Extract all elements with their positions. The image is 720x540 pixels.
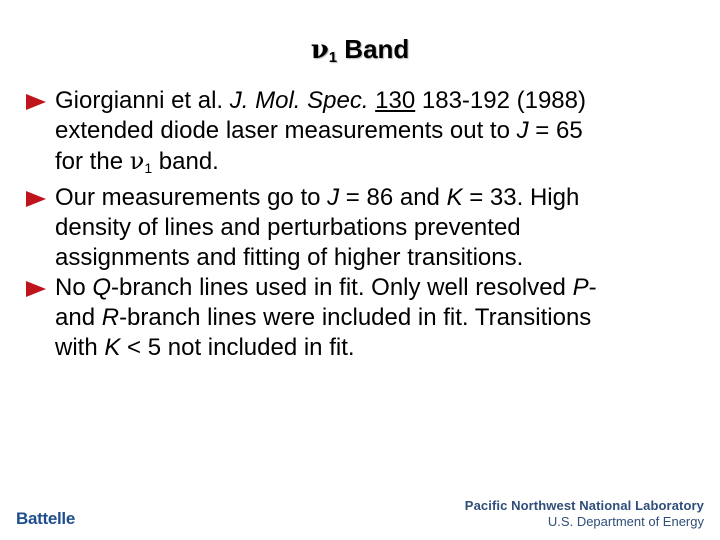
title-text: Band (337, 34, 410, 64)
text-span: < 5 not included in fit. (120, 334, 355, 361)
italic-symbol: R (101, 304, 120, 331)
text-span: and (55, 304, 102, 331)
bullet-line (55, 86, 702, 116)
title-subscript: 1 (328, 49, 338, 66)
title-nu-symbol: ν (310, 35, 329, 65)
pnnl-lab-name: Pacific Northwest National Laboratory (464, 498, 704, 513)
text-span: for the (55, 148, 130, 175)
bullet-arrow-icon (26, 191, 46, 207)
bullet-line (55, 116, 702, 146)
italic-symbol: Q (92, 274, 112, 301)
text-span: band. (152, 148, 219, 175)
italic-symbol: J (327, 184, 340, 211)
nu-symbol: ν (129, 147, 145, 175)
bullet-line (55, 183, 702, 213)
text-span: extended diode laser measurements out to (55, 117, 517, 144)
bullet-item (22, 86, 702, 183)
bullet-arrow-icon (26, 94, 46, 110)
battelle-logo: Battelle (16, 509, 76, 528)
text-span: No (55, 274, 93, 301)
text-span: 183-192 (1988) (415, 87, 586, 114)
text-span: - (588, 274, 597, 301)
bullet-item (22, 273, 702, 363)
bullet-line (55, 273, 702, 303)
text-span: -branch lines used in fit. Only well resolved (111, 274, 573, 301)
slide-title (0, 34, 720, 66)
italic-symbol: K (104, 334, 121, 361)
italic-symbol: P (572, 274, 589, 301)
text-span: -branch lines were included in fit. Transitions (119, 304, 592, 331)
text-span: = 33. High (462, 184, 580, 211)
bullet-line (55, 303, 702, 333)
italic-symbol: K (446, 184, 463, 211)
bullet-line: assignments and fitting of higher transitions. (55, 244, 524, 271)
bullet-line (55, 146, 702, 183)
text-span: with (55, 334, 105, 361)
bullet-arrow-icon (26, 281, 46, 297)
text-span: = 65 (528, 117, 583, 144)
bullet-line: density of lines and perturbations prevented (55, 214, 521, 241)
bullet-item (22, 183, 702, 273)
bullet-list (22, 86, 702, 363)
subscript: 1 (144, 160, 153, 176)
text-span: Our measurements go to (55, 184, 328, 211)
pnnl-logo (465, 498, 704, 529)
journal-name: J. Mol. Spec. (229, 87, 369, 114)
journal-volume: 130 (375, 87, 416, 114)
bullet-line (55, 333, 702, 363)
italic-symbol: J (516, 117, 529, 144)
text-span: = 86 and (339, 184, 447, 211)
doe-name: U.S. Department of Energy (547, 514, 704, 529)
text-span: Giorgianni et al. (55, 87, 230, 114)
